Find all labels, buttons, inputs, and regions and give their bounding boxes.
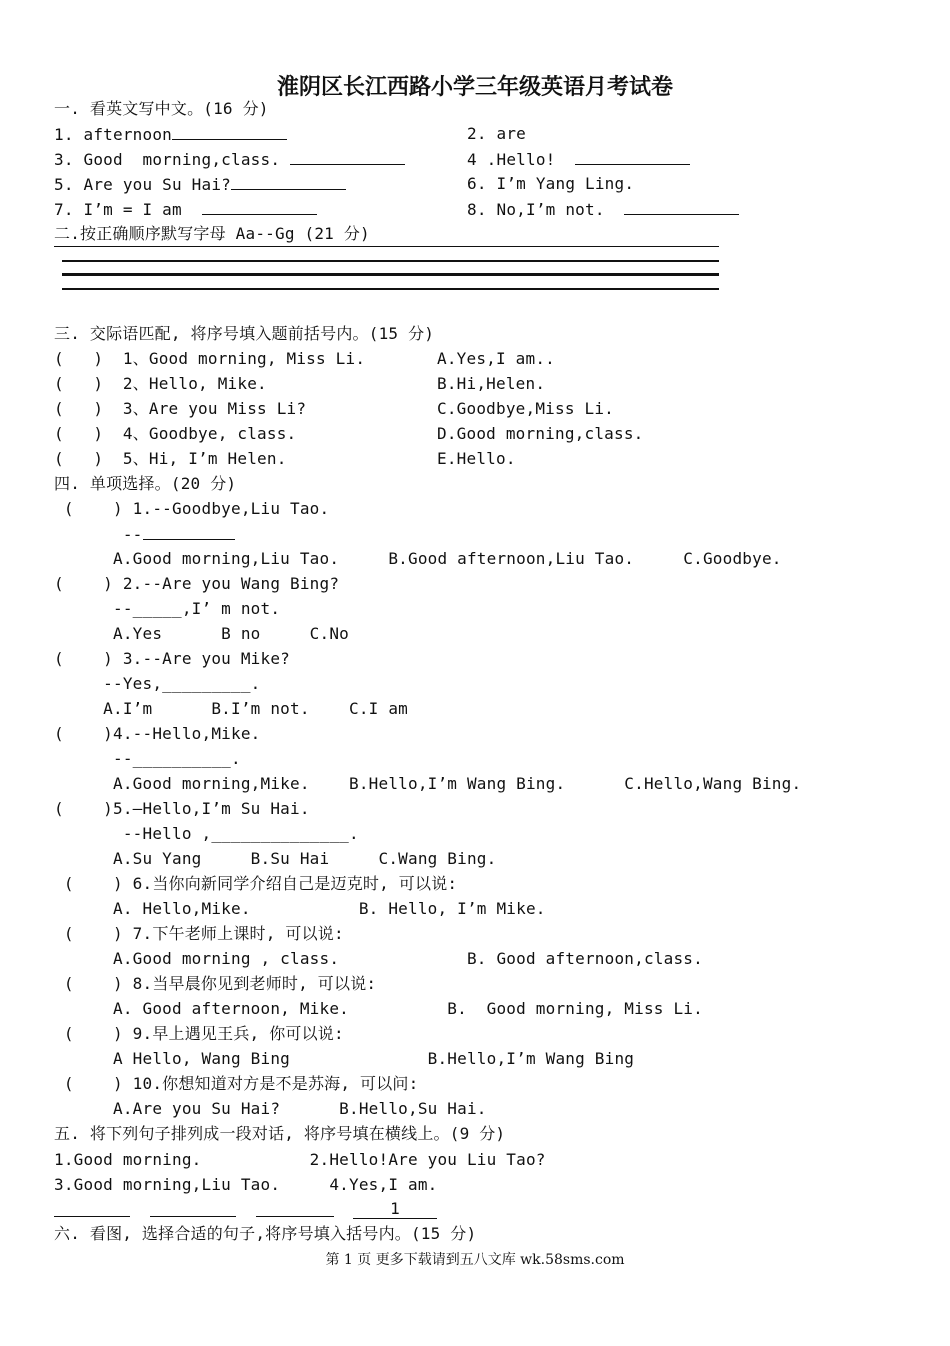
section-4-heading: 四. 单项选择。(20 分) xyxy=(54,474,237,493)
s4-line: ( )4.--Hello,Mike. xyxy=(54,724,261,743)
answer-blank[interactable] xyxy=(202,199,317,215)
answer-blank[interactable] xyxy=(290,149,405,165)
s4-line: ( ) 1.--Goodbye,Liu Tao. xyxy=(54,499,330,518)
s4-line: --Yes,_________. xyxy=(54,674,261,693)
s4-line: A Hello, Wang Bing B.Hello,I’m Wang Bing xyxy=(54,1049,635,1068)
s4-line: A.Good morning,Mike. B.Hello,I’m Wang Bing. C.Hello,Wang Bing. xyxy=(54,774,802,793)
s4-line: A.Yes B no C.No xyxy=(54,624,349,643)
page-footer: 第 1 页 更多下载请到五八文库 wk.58sms.com xyxy=(325,1252,625,1268)
s4-line: A.Good morning , class. B. Good afternoon,class. xyxy=(54,949,703,968)
s4-line: -- xyxy=(54,524,235,545)
writing-line[interactable] xyxy=(62,273,719,276)
s4-line: ( ) 8.当早晨你见到老师时, 可以说: xyxy=(54,974,377,993)
writing-line[interactable] xyxy=(62,260,719,262)
page-title: 淮阴区长江西路小学三年级英语月考试卷 xyxy=(276,74,673,100)
s1-item-7: 7. I’m = I am xyxy=(54,199,317,220)
s4-line: ( ) 10.你想知道对方是不是苏海, 可以问: xyxy=(54,1074,419,1093)
answer-blank-filled[interactable]: 1 xyxy=(353,1200,437,1219)
s3-answer-b: B.Hi,Helen. xyxy=(437,374,546,393)
s4-line: A.Good morning,Liu Tao. B.Good afternoon,Liu Tao. C.Goodbye. xyxy=(54,549,782,568)
s1-item-2: 2. are xyxy=(467,124,526,143)
s4-line: ( ) 3.--Are you Mike? xyxy=(54,649,290,668)
section-6-heading: 六. 看图, 选择合适的句子,将序号填入括号内。(15 分) xyxy=(54,1224,477,1243)
answer-blank[interactable] xyxy=(172,124,287,140)
s3-answer-c: C.Goodbye,Miss Li. xyxy=(437,399,614,418)
s1-item-1: 1. afternoon xyxy=(54,124,287,145)
writing-line[interactable] xyxy=(54,246,719,247)
section-5-heading: 五. 将下列句子排列成一段对话, 将序号填在横线上。(9 分) xyxy=(54,1124,506,1143)
section-2-heading: 二.按正确顺序默写字母 Aa--Gg (21 分) xyxy=(54,224,370,243)
s4-line: A.Are you Su Hai? B.Hello,Su Hai. xyxy=(54,1099,487,1118)
s4-line: A. Hello,Mike. B. Hello, I’m Mike. xyxy=(54,899,546,918)
answer-blank[interactable] xyxy=(575,149,690,165)
writing-line[interactable] xyxy=(62,288,719,290)
s4-line: A. Good afternoon, Mike. B. Good morning, Miss Li. xyxy=(54,999,703,1018)
s3-question-2: ( ) 2、Hello, Mike. xyxy=(54,374,267,393)
s1-item-8: 8. No,I’m not. xyxy=(467,199,739,220)
s4-line: --__________. xyxy=(54,749,241,768)
s1-item-3: 3. Good morning,class. xyxy=(54,149,405,170)
s4-line: --_____,I’ m not. xyxy=(54,599,281,618)
s3-answer-a: A.Yes,I am.. xyxy=(437,349,555,368)
answer-blank[interactable] xyxy=(54,1216,130,1217)
s3-question-4: ( ) 4、Goodbye, class. xyxy=(54,424,297,443)
s1-item-6: 6. I’m Yang Ling. xyxy=(467,174,635,193)
answer-blank[interactable] xyxy=(624,199,739,215)
answer-blank[interactable] xyxy=(256,1216,334,1217)
s1-item-5: 5. Are you Su Hai? xyxy=(54,174,346,195)
s4-line: A.I’m B.I’m not. C.I am xyxy=(54,699,408,718)
s4-line: ( ) 6.当你向新同学介绍自己是迈克时, 可以说: xyxy=(54,874,458,893)
s4-line: ( )5.—Hello,I’m Su Hai. xyxy=(54,799,310,818)
s3-question-3: ( ) 3、Are you Miss Li? xyxy=(54,399,307,418)
s4-line: A.Su Yang B.Su Hai C.Wang Bing. xyxy=(54,849,497,868)
section-1-heading: 一. 看英文写中文。(16 分) xyxy=(54,99,269,118)
answer-blank[interactable] xyxy=(231,174,346,190)
s3-question-1: ( ) 1、Good morning, Miss Li. xyxy=(54,349,366,368)
s3-question-5: ( ) 5、Hi, I’m Helen. xyxy=(54,449,287,468)
s3-answer-e: E.Hello. xyxy=(437,449,516,468)
s4-line: ( ) 7.下午老师上课时, 可以说: xyxy=(54,924,344,943)
s4-line: ( ) 2.--Are you Wang Bing? xyxy=(54,574,340,593)
s1-item-4: 4 .Hello! xyxy=(467,149,690,170)
s4-line: ( ) 9.早上遇见王兵, 你可以说: xyxy=(54,1024,344,1043)
s4-line: --Hello ,______________. xyxy=(54,824,359,843)
section-3-heading: 三. 交际语匹配, 将序号填入题前括号内。(15 分) xyxy=(54,324,435,343)
s5-row-1: 1.Good morning. 2.Hello!Are you Liu Tao? xyxy=(54,1150,546,1169)
answer-blank[interactable] xyxy=(143,524,235,540)
s3-answer-d: D.Good morning,class. xyxy=(437,424,644,443)
s5-row-2: 3.Good morning,Liu Tao. 4.Yes,I am. xyxy=(54,1175,438,1194)
answer-blank[interactable] xyxy=(150,1216,236,1217)
